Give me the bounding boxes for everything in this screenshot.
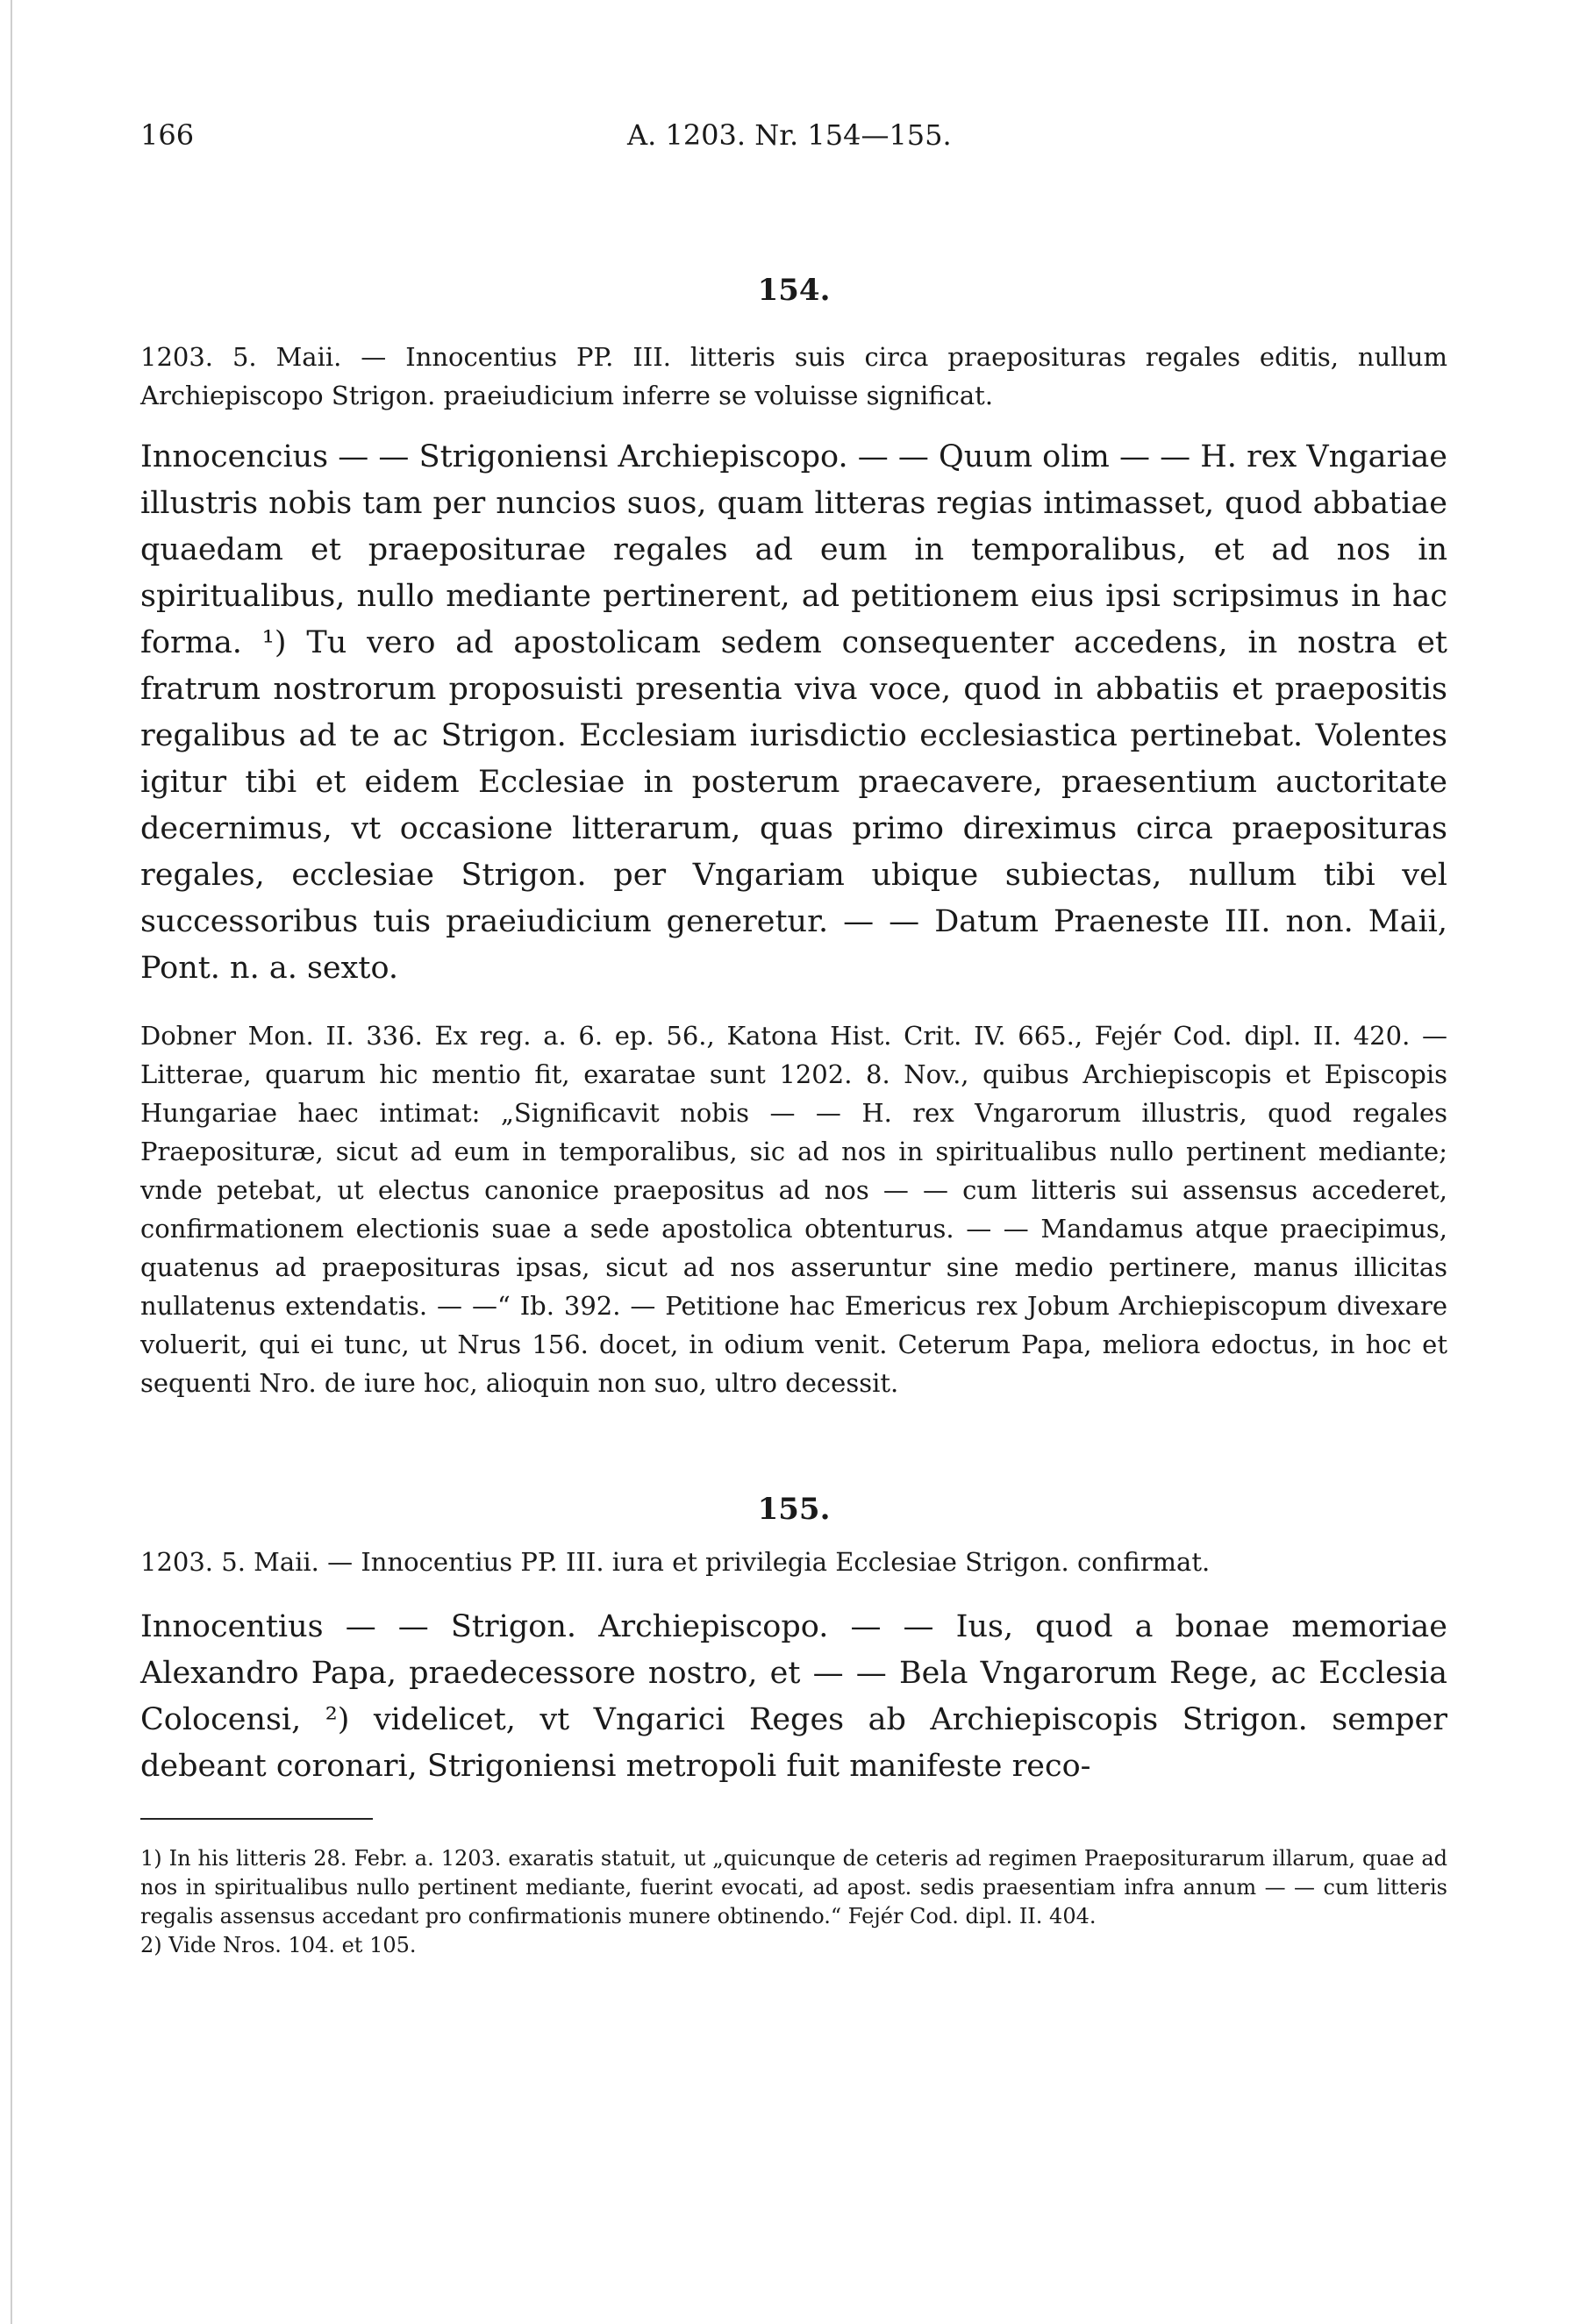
- document-summary: 1203. 5. Maii. — Innocentius PP. III. iura et privilegia Ecclesiae Strigon. confirmat.: [140, 1547, 1211, 1577]
- document-number: 154.: [757, 273, 831, 308]
- running-title: A. 1203. Nr. 154—155.: [627, 118, 952, 152]
- document-number: 155.: [757, 1492, 831, 1527]
- running-head: [140, 110, 1447, 162]
- book-page: [140, 110, 1447, 1960]
- document-155: [140, 1492, 1447, 1790]
- footnotes: [140, 1844, 1447, 1960]
- document-summary: 1203. 5. Maii. — Innocentius PP. III. litteris suis circa praeposituras regales editis, nullum Archiepiscopo Strigon. praeiudicium inferre se voluisse significat.: [140, 342, 1447, 410]
- document-154: [140, 273, 1447, 1402]
- editorial-note: Dobner Mon. II. 336. Ex reg. a. 6. ep. 56., Katona Hist. Crit. IV. 665., Fejér Cod. dipl. II. 420. — Litterae, quarum hic mentio fit, exaratae sunt 1202. 8. Nov., quibus Archiepiscopis et Episcopis Hungariae haec intimat: „Significavit nobis — — H. rex Vngarorum illustris, quod regales Praeposituræ, sicut ad eum in temporalibus, sic ad nos in spiritualibus nullo pertinent mediante; vnde petebat, ut electus canonice praepositus ad nos — — cum litteris sui assensus accederet, confirmationem electionis suae a sede apostolica obtenturus. — — Mandamus atque praecipimus, quatenus ad praeposituras ipsas, sicut ad nos asseruntur sine medio pertinere, manus illicitas nullatenus extendatis. — —“ Ib. 392. — Petitione hac Emericus rex Jobum Archiepiscopum divexare voluerit, qui ei tunc, ut Nrus 156. docet, in odium venit. Ceterum Papa, meliora edoctus, in hoc et sequenti Nro. de iure hoc, alioquin non suo, ultro decessit.: [140, 1021, 1447, 1398]
- charter-text: Innocencius — — Strigoniensi Archiepiscopo. — — Quum olim — — H. rex Vngariae illustris nobis tam per nuncios suos, quam litteras regias intimasset, quod abbatiae quaedam et praepositurae regales ad eum in temporalibus, et ad nos in spiritualibus, nullo mediante pertinerent, ad petitionem eius ipsi scripsimus in hac forma. ¹) Tu vero ad apostolicam sedem consequenter accedens, in nostra et fratrum nostrorum proposuisti presentia viva voce, quod in abbatiis et praepositis regalibus ad te ac Strigon. Ecclesiam iurisdictio ecclesiastica pertinebat. Volentes igitur tibi et eidem Ecclesiae in posterum praecavere, praesentium auctoritate decernimus, vt occasione litterarum, quas primo direximus circa praeposituras regales, ecclesiae Strigon. per Vngariam ubique subiectas, nullum tibi vel successoribus tuis praeiudicium generetur. — — Datum Praeneste III. non. Maii, Pont. n. a. sexto.: [140, 439, 1447, 986]
- scan-edge-line: [11, 0, 12, 2324]
- footnote-1: 1) In his litteris 28. Febr. a. 1203. exaratis statuit, ut „quicunque de ceteris ad regimen Praepositurarum illarum, quae ad nos in spiritualibus nullo pertinent mediante, fuerint evocati, ad apost. sedis praesentiam infra annum — — cum litteris regalis assensus accedant pro confirmationis munere obtinendo.“ Fejér Cod. dipl. II. 404.: [140, 1846, 1447, 1928]
- page-number: 166: [140, 118, 195, 152]
- footnote-2: 2) Vide Nros. 104. et 105.: [140, 1933, 417, 1957]
- footnote-divider: [140, 1818, 373, 1820]
- charter-text: Innocentius — — Strigon. Archiepiscopo. — — Ius, quod a bonae memoriae Alexandro Papa, praedecessore nostro, et — — Bela Vngarorum Rege, ac Ecclesia Colocensi, ²) videlicet, vt Vngarici Reges ab Archiepiscopis Strigon. semper debeant coronari, Strigoniensi metropoli fuit manifeste reco-: [140, 1609, 1447, 1784]
